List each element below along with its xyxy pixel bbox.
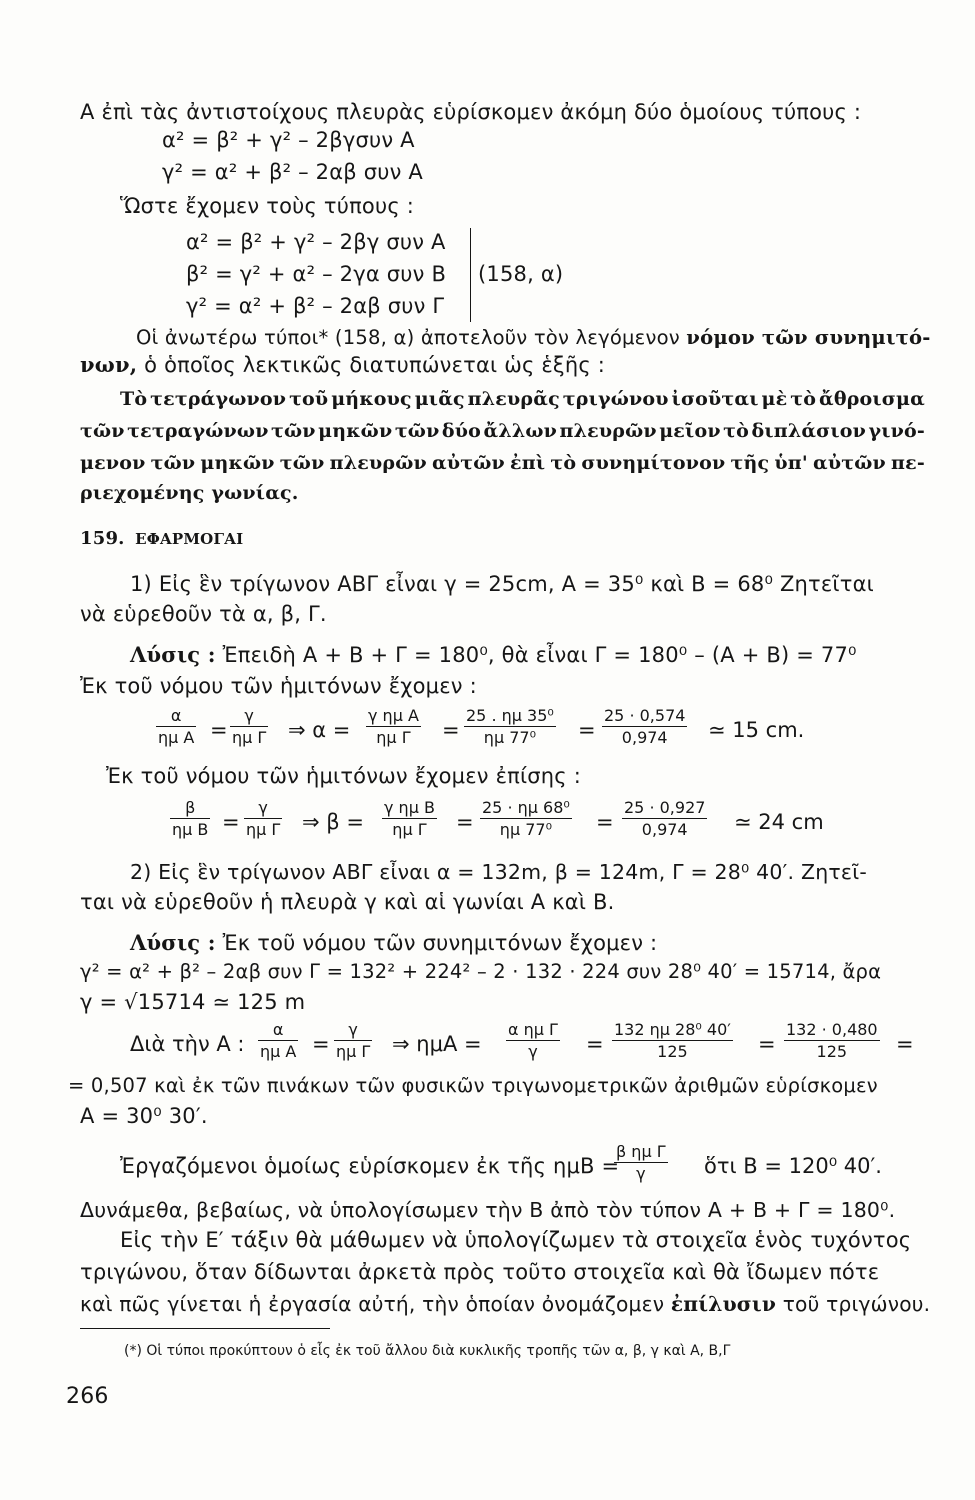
- rule-line-2: τῶν τετραγώνων τῶν μηκῶν τῶν δύο ἄλλων πλευρῶν μεῖον τὸ διπλάσιον γινό-: [80, 420, 925, 442]
- exercise-2-line-2: ται νὰ εὑρεθοῦν ἡ πλευρὰ γ καὶ αἱ γωνίαι Α καὶ Β.: [80, 890, 615, 914]
- eqB-frac-5-num: 25 · 0,927: [624, 798, 706, 817]
- exercise-1-line-2: νὰ εὑρεθοῦν τὰ α, β, Γ.: [80, 602, 327, 626]
- eqB-frac-3-num: γ ημ Β: [384, 798, 435, 817]
- footnote: (*) Οἱ τύποι προκύπτουν ὁ εἷς ἐκ τοῦ ἄλλου διὰ κυκλικῆς τροπῆς τῶν α, β, γ καὶ Α, Β,Γ: [124, 1343, 731, 1359]
- eqB-frac-1-den: ημ Β: [172, 820, 209, 839]
- eqA-frac-5-num: 25 · 0,574: [604, 706, 686, 725]
- solution-2-line-1: [130, 932, 657, 954]
- eqA-arrow: ⇒ α =: [288, 718, 351, 742]
- solution-1-label: Λύσις :: [130, 642, 216, 667]
- solution-1-text: Ἐπειδὴ Α + Β + Γ = 180⁰, θὰ εἶναι Γ = 180⁰ – (Α + Β) = 77⁰: [222, 643, 857, 667]
- closing-line-4-post: τοῦ τριγώνου.: [782, 1292, 931, 1316]
- eqA-frac-1-num: α: [156, 708, 196, 727]
- eqC-frac-4: [612, 1022, 733, 1060]
- solution-2-line-2: γ² = α² + β² – 2αβ συν Γ = 132² + 224² – 2 · 132 · 224 συν 28⁰ 40′ = 15714, ἄρα: [80, 960, 882, 983]
- eqC-eq-4: =: [896, 1032, 914, 1056]
- eqB-frac-1-num: β: [170, 800, 210, 819]
- page-number: 266: [66, 1384, 109, 1409]
- law-intro-2: [80, 354, 605, 376]
- section-heading: [80, 530, 243, 548]
- section-title: ΕΦΑΡΜΟΓΑΙ: [135, 530, 244, 548]
- eqB-frac-5-den: 0,974: [641, 820, 688, 839]
- eqC-frac-4-num: 132 ημ 28⁰ 40′: [614, 1020, 731, 1039]
- eqA-frac-4: [464, 708, 556, 746]
- system-brace: [460, 228, 471, 322]
- eqC-eq-2: =: [586, 1032, 604, 1056]
- similar-text: Ἐργαζόμενοι ὁμοίως εὑρίσκομεν ἐκ τῆς ημΒ =: [120, 1154, 620, 1178]
- eqC-frac-4-den: 125: [657, 1042, 688, 1061]
- eqA-result: ≃ 15 cm.: [708, 718, 805, 742]
- eqC-frac-1-den: ημ Α: [260, 1042, 297, 1061]
- solution-2-line-4: = 0,507 καὶ ἐκ τῶν πινάκων τῶν φυσικῶν τριγωνομετρικῶν ἀριθμῶν εὑρίσκομεν: [68, 1074, 878, 1097]
- system-eq-1: α² = β² + γ² – 2βγ συν Α: [186, 230, 446, 254]
- formula-gamma: γ² = α² + β² – 2αβ συν Α: [162, 160, 423, 184]
- eqC-frac-5-den: 125: [816, 1042, 848, 1061]
- formula-alpha: α² = β² + γ² – 2βγσυν Α: [162, 128, 415, 152]
- eqB-result: ≃ 24 cm: [734, 810, 824, 834]
- law-intro: [136, 328, 931, 348]
- eqC-frac-1: [258, 1022, 298, 1060]
- eqA-frac-4-num: 25 . ημ 35⁰: [466, 706, 554, 725]
- similar-frac: [614, 1144, 668, 1182]
- eqA-frac-5-den: 0,974: [621, 728, 668, 747]
- solution-1-line-2: Ἐκ τοῦ νόμου τῶν ἡμιτόνων ἔχομεν :: [80, 674, 477, 698]
- eqC-frac-2-den: ημ Γ: [336, 1042, 371, 1061]
- eqC-frac-3: [506, 1022, 560, 1060]
- eqB-frac-2-num: γ: [244, 800, 282, 819]
- hoste-line: Ὥστε ἔχομεν τοὺς τύπους :: [120, 194, 414, 218]
- eqA-eq-2: =: [442, 718, 460, 742]
- eqB-frac-2-den: ημ Γ: [246, 820, 281, 839]
- closing-line-3: τριγώνου, ὅταν δίδωνται ἀρκετὰ πρὸς τοῦτο στοιχεῖα καὶ θὰ ἴδωμεν πότε: [80, 1260, 880, 1284]
- eqB-frac-4-den: ημ 77⁰: [499, 820, 552, 839]
- eqB-eq-2: =: [456, 810, 474, 834]
- eqA-eq-3: =: [578, 718, 596, 742]
- eqC-lead: Διὰ τὴν Α :: [130, 1032, 245, 1056]
- law-intro-text: Οἱ ἀνωτέρω τύποι* (158, α) ἀποτελοῦν τὸν λεγόμενον: [136, 326, 680, 349]
- similar-frac-num: β ημ Γ: [616, 1142, 666, 1161]
- eqB-frac-4-num: 25 · ημ 68⁰: [482, 798, 570, 817]
- eqA-frac-2-den: ημ Γ: [232, 728, 267, 747]
- eqB-eq-3: =: [596, 810, 614, 834]
- eqA-frac-3-num: γ ημ Α: [368, 706, 419, 725]
- system-eq-3: γ² = α² + β² – 2αβ συν Γ: [186, 294, 445, 318]
- eqA-frac-3: [366, 708, 421, 746]
- closing-line-1: Δυνάμεθα, βεβαίως, νὰ ὑπολογίσωμεν τὴν Β ἀπὸ τὸν τύπον Α + Β + Γ = 180⁰.: [80, 1198, 896, 1222]
- closing-line-4: [80, 1294, 930, 1314]
- section-number: 159.: [80, 528, 125, 549]
- eqA-frac-2-num: γ: [230, 708, 268, 727]
- eqB-eq-1: =: [222, 810, 240, 834]
- eqC-frac-2: [334, 1022, 372, 1060]
- eqC-arrow: ⇒ ημΑ =: [392, 1032, 482, 1056]
- eqB-arrow: ⇒ β =: [302, 810, 364, 834]
- eqC-eq-3: =: [758, 1032, 776, 1056]
- solution-2-line-5: Α = 30⁰ 30′.: [80, 1104, 208, 1128]
- eqB-frac-5: [622, 800, 707, 838]
- eqC-frac-5: [784, 1022, 880, 1060]
- eqC-frac-1-num: α: [258, 1022, 298, 1041]
- exercise-1-line-1: 1) Εἰς ἓν τρίγωνον ΑΒΓ εἶναι γ = 25cm, Α = 35⁰ καὶ Β = 68⁰ Ζητεῖται: [130, 572, 874, 596]
- closing-line-4-pre: καὶ πῶς γίνεται ἡ ἐργασία αὐτή, τὴν ὁποίαν ὀνομάζομεν: [80, 1292, 665, 1316]
- closing-term: ἐπίλυσιν: [670, 1292, 777, 1316]
- law-intro-text-2: ὁ ὁποῖος λεκτικῶς διατυπώνεται ὡς ἑξῆς :: [144, 353, 606, 377]
- system-eq-2: β² = γ² + α² – 2γα συν Β: [186, 262, 447, 286]
- closing-line-2: Εἰς τὴν Ε′ τάξιν θὰ μάθωμεν νὰ ὑπολογίζωμεν τὰ στοιχεῖα ἑνὸς τυχόντος: [120, 1228, 912, 1252]
- solution-2-text: Ἐκ τοῦ νόμου τῶν συνημιτόνων ἔχομεν :: [222, 931, 658, 955]
- eqB-frac-2: [244, 800, 282, 838]
- exercise-2-line-1: 2) Εἰς ἓν τρίγωνον ΑΒΓ εἶναι α = 132m, β = 124m, Γ = 28⁰ 40′. Ζητεῖ-: [130, 860, 867, 884]
- solution-2-label: Λύσις :: [130, 930, 216, 955]
- eqA-frac-1-den: ημ Α: [158, 728, 195, 747]
- system-label: (158, α): [478, 262, 564, 286]
- rule-line-4: ριεχομένης γωνίας.: [80, 482, 299, 504]
- eqA-eq-1: =: [210, 718, 228, 742]
- eqA-frac-4-den: ημ 77⁰: [483, 728, 536, 747]
- eqC-frac-3-num: α ημ Γ: [508, 1020, 558, 1039]
- eqC-frac-3-den: γ: [528, 1042, 538, 1061]
- law-term-1: νόμον τῶν συνημιτό-: [686, 326, 931, 349]
- eqB-frac-1: [170, 800, 210, 838]
- rule-line-1: Τὸ τετράγωνον τοῦ μήκους μιᾶς πλευρᾶς τριγώνου ἰσοῦται μὲ τὸ ἄθροισμα: [120, 388, 925, 410]
- solution-1-line-3: Ἐκ τοῦ νόμου τῶν ἡμιτόνων ἔχομεν ἐπίσης :: [106, 764, 581, 788]
- eqA-frac-3-den: ημ Γ: [376, 728, 411, 747]
- eqB-frac-3-den: ημ Γ: [392, 820, 427, 839]
- law-term-2: νων,: [80, 352, 138, 377]
- intro-line: Α ἐπὶ τὰς ἀντιστοίχους πλευρὰς εὑρίσκομεν ἀκόμη δύο ὁμοίους τύπους :: [80, 100, 862, 124]
- eqA-frac-5: [602, 708, 687, 746]
- solution-1-line-1: [130, 644, 857, 666]
- solution-2-line-3: γ = √15714 ≃ 125 m: [80, 990, 306, 1014]
- similar-result: ὅτι Β = 120⁰ 40′.: [704, 1154, 882, 1178]
- eqB-frac-4: [480, 800, 572, 838]
- footnote-divider: [80, 1328, 330, 1329]
- eqC-frac-5-num: 132 · 0,480: [786, 1020, 878, 1039]
- rule-line-3: μενον τῶν μηκῶν τῶν πλευρῶν αὐτῶν ἐπὶ τὸ συνημίτονον τῆς ὑπ' αὐτῶν πε-: [80, 452, 925, 474]
- eqC-frac-2-num: γ: [334, 1022, 372, 1041]
- similar-frac-den: γ: [636, 1164, 646, 1183]
- eqA-frac-1: [156, 708, 196, 746]
- eqC-eq-1: =: [312, 1032, 330, 1056]
- eqB-frac-3: [382, 800, 437, 838]
- eqA-frac-2: [230, 708, 268, 746]
